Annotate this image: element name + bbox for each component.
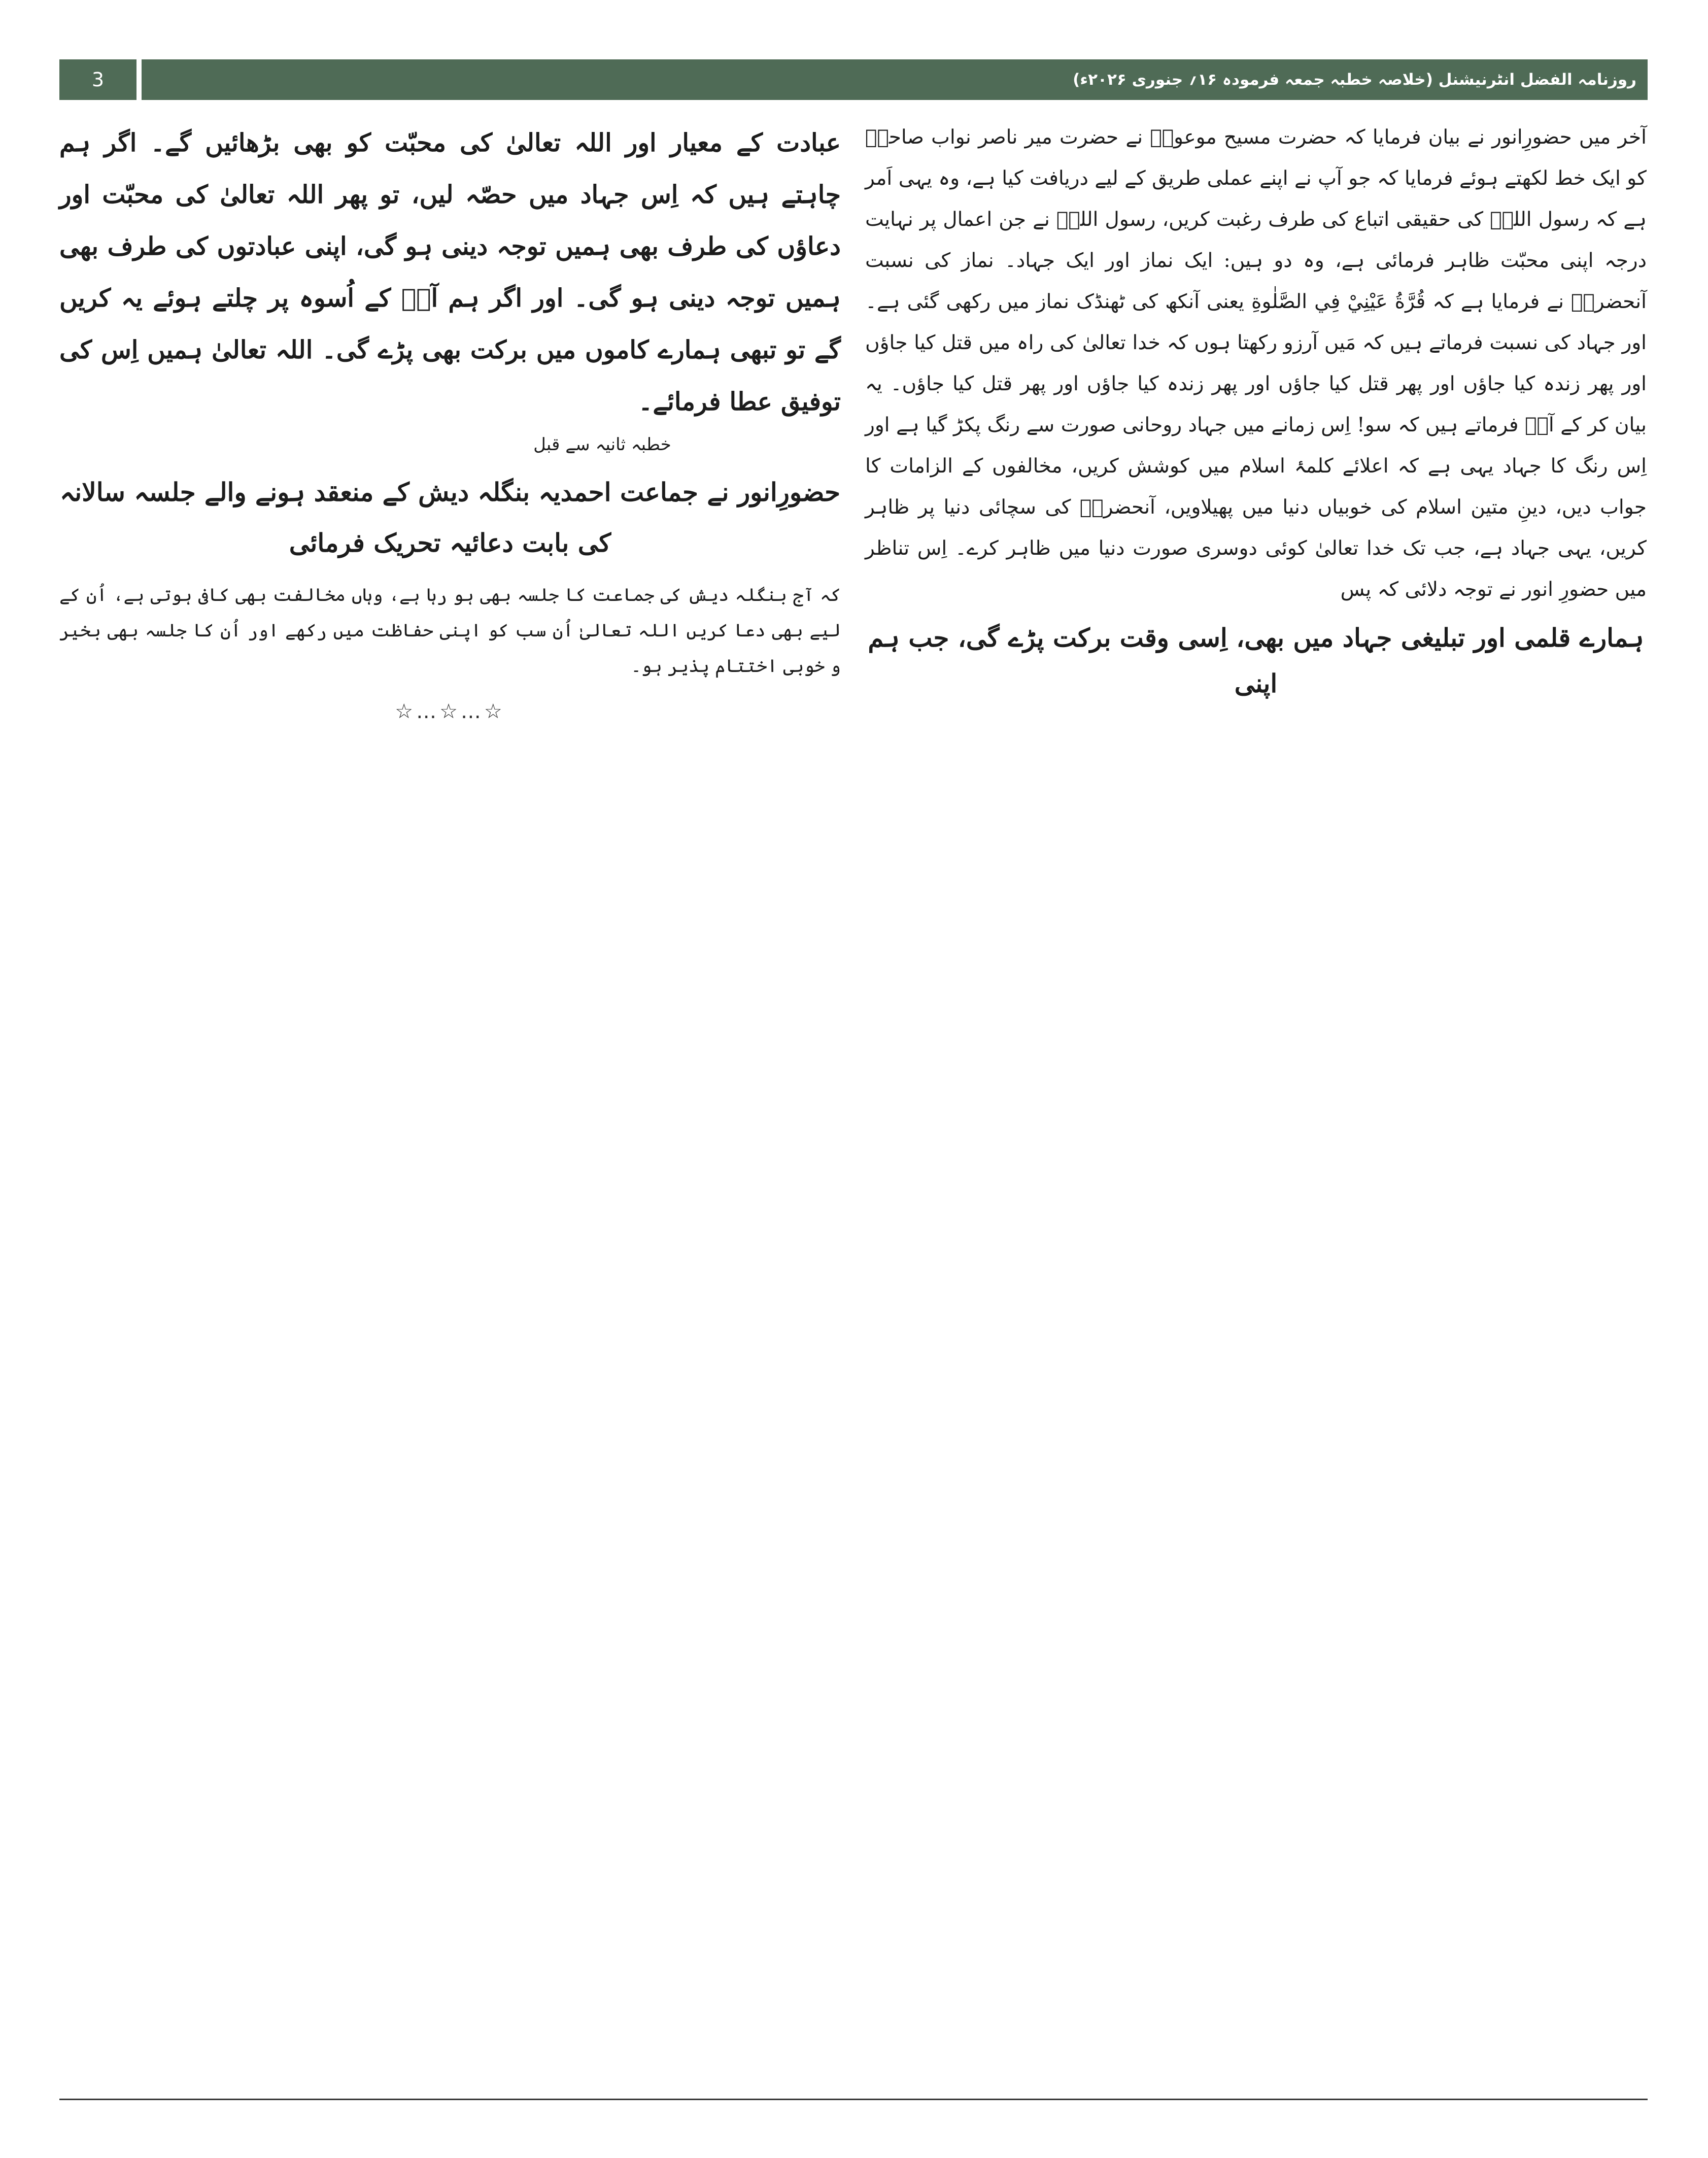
right-column — [865, 117, 1647, 706]
left-column-bold-paragraph: عبادت کے معیار اور اللہ تعالیٰ کی محبّت کو بھی بڑھائیں گے۔ اگر ہم چاہتے ہیں کہ اِس جہاد میں حصّہ لیں، تو پھر اللہ تعالیٰ کی محبّت اور دعاؤں کی طرف بھی ہمیں توجہ دینی ہو گی، اپنی عبادتوں کی طرف بھی ہمیں توجہ دینی ہو گی۔ اور اگر ہم آپؐ کے اُسوہ پر چلتے ہوئے یہ کریں گے تو تبھی ہمارے کاموں میں برکت بھی پڑے گی۔ اللہ تعالیٰ ہمیں اِس کی توفیق عطا فرمائے۔ — [59, 128, 841, 416]
page-number: 3 — [59, 59, 136, 100]
page-header — [59, 59, 1648, 100]
right-column-paragraph: آخر میں حضورِانور نے بیان فرمایا کہ حضرت مسیح موعودؑ نے حضرت میر ناصر نواب صاحبؓ کو ایک خط لکھتے ہوئے فرمایا کہ جو آپ نے اپنے عملی طریق کے لیے دریافت کیا ہے، وہ یہی اَمر ہے کہ رسول اللہؐ کی حقیقی اتباع کی طرف رغبت کریں، رسول اللہؐ نے جن اعمال پر نہایت درجہ اپنی محبّت ظاہر فرمائی ہے، وہ دو ہیں: ایک نماز اور ایک جہاد۔ نماز کی نسبت آنحضرتؐ نے فرمایا ہے کہ قُرَّةُ عَيْنِيْ فِي الصَّلٰوةِ یعنی آنکھ کی ٹھنڈک نماز میں رکھی گئی ہے۔ اور جہاد کی نسبت فرماتے ہیں کہ مَیں آرزو رکھتا ہوں کہ خدا تعالیٰ کی راہ میں قتل کیا جاؤں اور پھر زندہ کیا جاؤں اور پھر قتل کیا جاؤں اور پھر زندہ کیا جاؤں اور پھر قتل کیا جاؤں۔ یہ بیان کر کے آپؑ فرماتے ہیں کہ سو! اِس زمانے میں جہاد روحانی صورت سے رنگ پکڑ گیا ہے اور اِس رنگ کا جہاد یہی ہے کہ اعلائے کلمۂ اسلام میں کوشش کریں، مخالفوں کے الزامات کا جواب دیں، دینِ متین اسلام کی خوبیاں دنیا میں پھیلاویں، آنحضرتؐ کی سچائی دنیا پر ظاہر کریں، یہی جہاد ہے، جب تک خدا تعالیٰ کوئی دوسری صورت دنیا میں ظاہر کرے۔ اِس تناظر میں حضورِ انور نے توجہ دلائی کہ پس — [865, 126, 1647, 601]
footer-rule — [59, 2099, 1648, 2100]
right-column-bold-line: ہمارے قلمی اور تبلیغی جہاد میں بھی، اِسی وقت برکت پڑے گی، جب ہم اپنی — [868, 623, 1644, 698]
closing-paragraph: کہ آج بنگلہ دیش کی جماعت کا جلسہ بھی ہو رہا ہے، وہاں مخالفت بھی کافی ہوتی ہے، اُن کے لیے بھی دعا کریں اللہ تعالیٰ اُن سب کو اپنی حفاظت میں رکھے اور اُن کا جلسہ بھی بخیر و خوبی اختتام پذیر ہو۔ — [59, 585, 841, 677]
header-title: روزنامہ الفضل انٹرنیشنل (خلاصہ خطبہ جمعہ فرمودہ ۱۶؍ جنوری ۲۰۲۶ء) — [142, 59, 1648, 100]
star-separator: ☆…☆…☆ — [395, 700, 505, 723]
sub-label: خطبہ ثانیہ سے قبل — [533, 434, 671, 455]
left-column — [59, 117, 841, 727]
section-heading: حضورِانور نے جماعت احمدیہ بنگلہ دیش کے منعقد ہونے والے جلسہ سالانہ کی بابت دعائیہ تحریک فرمائی — [59, 477, 840, 558]
